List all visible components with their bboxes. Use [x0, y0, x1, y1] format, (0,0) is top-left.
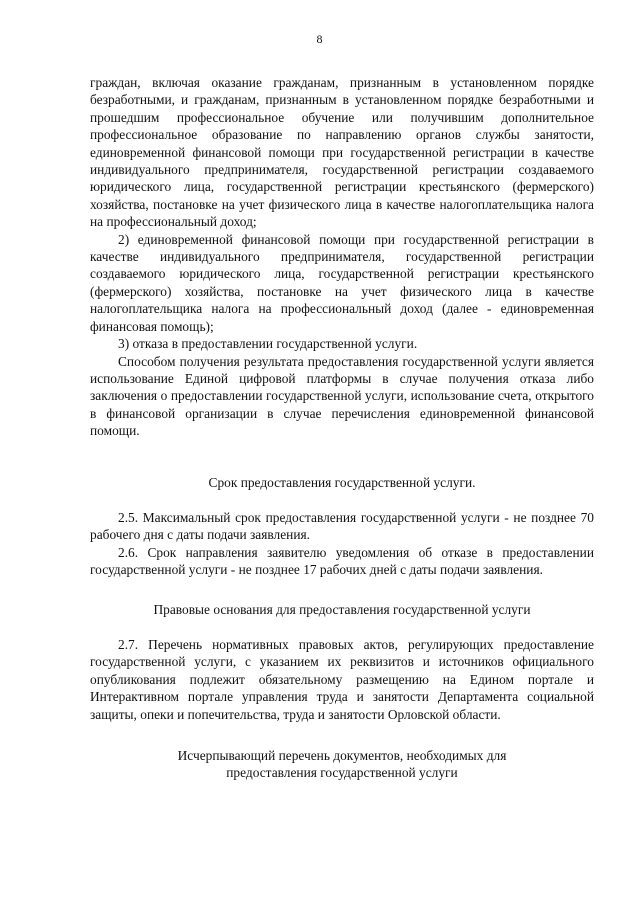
paragraph-2-7: 2.7. Перечень нормативных правовых актов, регулирующих предоставление государственной услуги, с указанием их реквизитов и источников официального опубликования подлежит обязательному размещению на Едином портале и Интерактивном портале управления труда и занятости Департамента социальной защиты, опеки и попечительства, труда и занятости Орловской области. — [90, 636, 594, 722]
section-heading-legal-basis: Правовые основания для предоставления государственной услуги — [153, 601, 531, 617]
heading-line-2: предоставления государственной услуги — [226, 765, 458, 781]
paragraph-2-5: 2.5. Максимальный срок предоставления государственной услуги - не позднее 70 рабочего дня с даты подачи заявления. — [90, 509, 594, 543]
paragraph-2-6: 2.6. Срок направления заявителю уведомления об отказе в предоставлении государственной услуги - не позднее 17 рабочих дней с даты подачи заявления. — [90, 544, 594, 578]
section-heading-documents — [90, 747, 594, 782]
paragraph-item-3: 3) отказа в предоставлении государственной услуги. — [118, 336, 418, 352]
section-heading-term: Срок предоставления государственной услуги. — [208, 474, 476, 490]
paragraph-citizens-assistance: граждан, включая оказание гражданам, признанным в установленном порядке безработными, и гражданам, признанным в установленном порядке безработными и прошедшим профессиональное обучение или получившим дополнительное профессиональное образование по направлению органов службы занятости, единовременной финансовой помощи при государственной регистрации в качестве индивидуального предпринимателя, государственной регистрации создаваемого юридического лица, государственной регистрации крестьянского (фермерского) хозяйства, постановке на учет физического лица в качестве налогоплательщика налога на профессиональный доход; — [90, 75, 594, 230]
document-body — [90, 74, 594, 782]
heading-line-1: Исчерпывающий перечень документов, необходимых для — [177, 748, 507, 763]
page-number: 8 — [316, 32, 323, 46]
paragraph-item-2: 2) единовременной финансовой помощи при государственной регистрации в качестве индивидуального предпринимателя, государственной регистрации создаваемого юридического лица, государственной регистрации крестьянского (фермерского) хозяйства, постановке на учет физического лица в качестве налогоплательщика налога на профессиональный доход (далее - единовременная финансовая помощь); — [90, 231, 594, 334]
paragraph-result-method: Способом получения результата предоставления государственной услуги является использование Единой цифровой платформы в случае получения отказа либо заключения о предоставлении государственной услуги, использование счета, открытого в финансовой организации в случае перечисления единовременной финансовой помощи. — [90, 353, 594, 439]
